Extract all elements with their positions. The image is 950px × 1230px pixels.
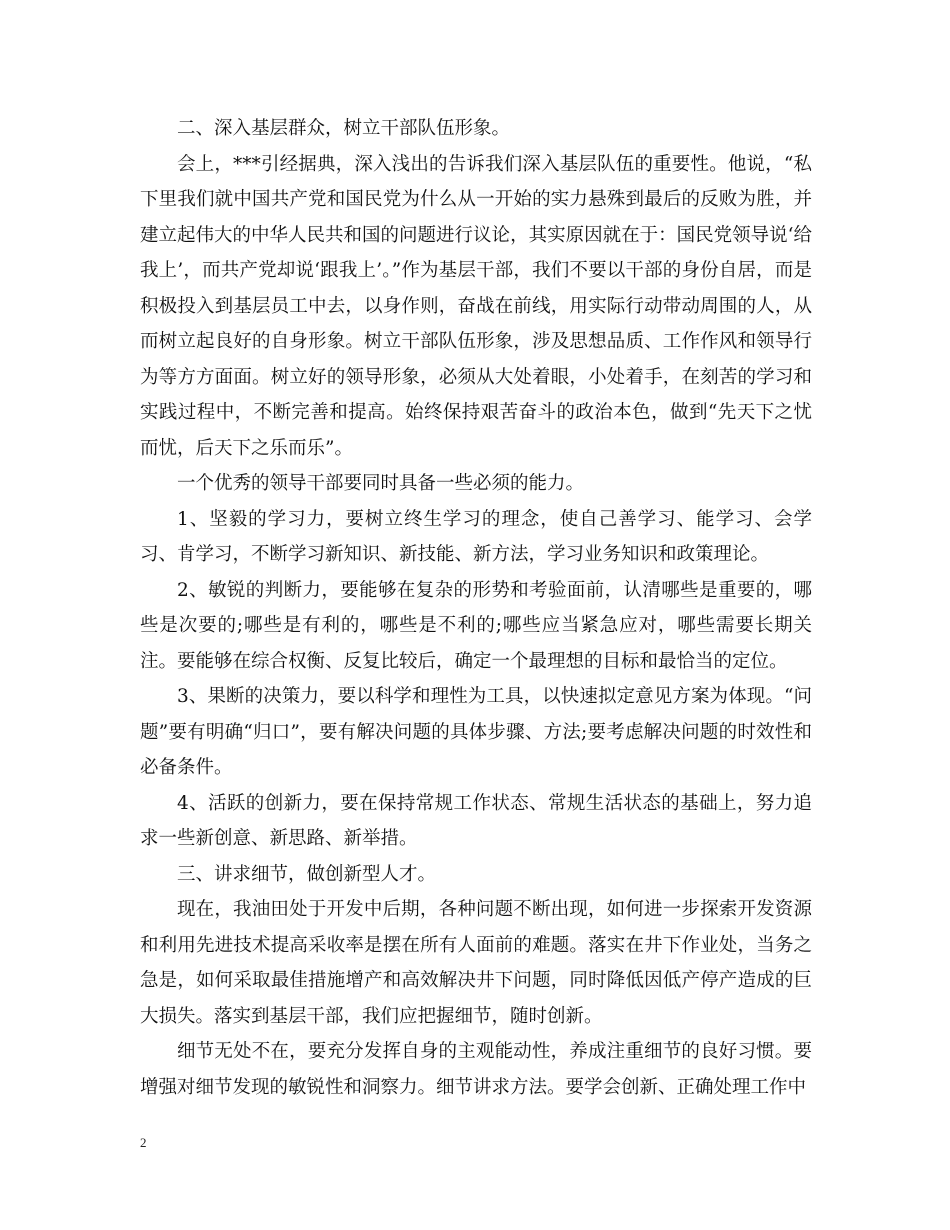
paragraph: 一个优秀的领导干部要同时具备一些必须的能力。	[177, 473, 585, 494]
paragraph: 现在，我油田处于开发中后期，各种问题不断出现，如何进一步探索开发资源和利用先进技术提高采收率是摆在所有人面前的难题。落实在井下作业处，当务之急是，如何采取最佳措施增产和高效解决井下问题，同时降低因低产停产造成的巨大损失。落实到基层干部，我们应把握细节，随时创新。	[140, 899, 812, 1027]
paragraph: 细节无处不在，要充分发挥自身的主观能动性，养成注重细节的良好习惯。要增强对细节发现的敏锐性和洞察力。细节讲求方法。要学会创新、正确处理工作中	[140, 1041, 812, 1098]
list-item-4: 4、活跃的创新力，要在保持常规工作状态、常规生活状态的基础上，努力追求一些新创意、新思路、新举措。	[140, 792, 812, 849]
list-item-3: 3、果断的决策力，要以科学和理性为工具，以快速拟定意见方案为体现。“问题”要有明确“归口”，要有解决问题的具体步骤、方法;要考虑解决问题的时效性和必备条件。	[140, 686, 812, 778]
list-item-2: 2、敏锐的判断力，要能够在复杂的形势和考验面前，认清哪些是重要的，哪些是次要的;哪些是有利的，哪些是不利的;哪些应当紧急应对，哪些需要长期关注。要能够在综合权衡、反复比较后，确定一个最理想的目标和最恰当的定位。	[140, 579, 812, 672]
document-body	[140, 111, 812, 1105]
list-item-1: 1、坚毅的学习力，要树立终生学习的理念，使自己善学习、能学习、会学习、肯学习，不断学习新知识、新技能、新方法，学习业务知识和政策理论。	[140, 508, 812, 565]
section-heading-2: 二、深入基层群众，树立干部队伍形象。	[177, 118, 511, 139]
page-number: 2	[140, 1135, 147, 1150]
section-heading-3: 三、讲求细节，做创新型人才。	[177, 863, 437, 885]
paragraph: 会上，***引经据典，深入浅出的告诉我们深入基层队伍的重要性。他说，“私下里我们就中国共产党和国民党为什么从一开始的实力悬殊到最后的反败为胜，并建立起伟大的中华人民共和国的问题进行议论，其实原因就在于：国民党领导说‘给我上’，而共产党却说‘跟我上’。”作为基层干部，我们不要以干部的身份自居，而是积极投入到基层员工中去，以身作则，奋战在前线，用实际行动带动周围的人，从而树立起良好的自身形象。树立干部队伍形象，涉及思想品质、工作作风和领导行为等方方面面。树立好的领导形象，必须从大处着眼，小处着手，在刻苦的学习和实践过程中，不断完善和提高。始终保持艰苦奋斗的政治本色，做到“先天下之忧而忧，后天下之乐而乐”。	[140, 153, 812, 459]
